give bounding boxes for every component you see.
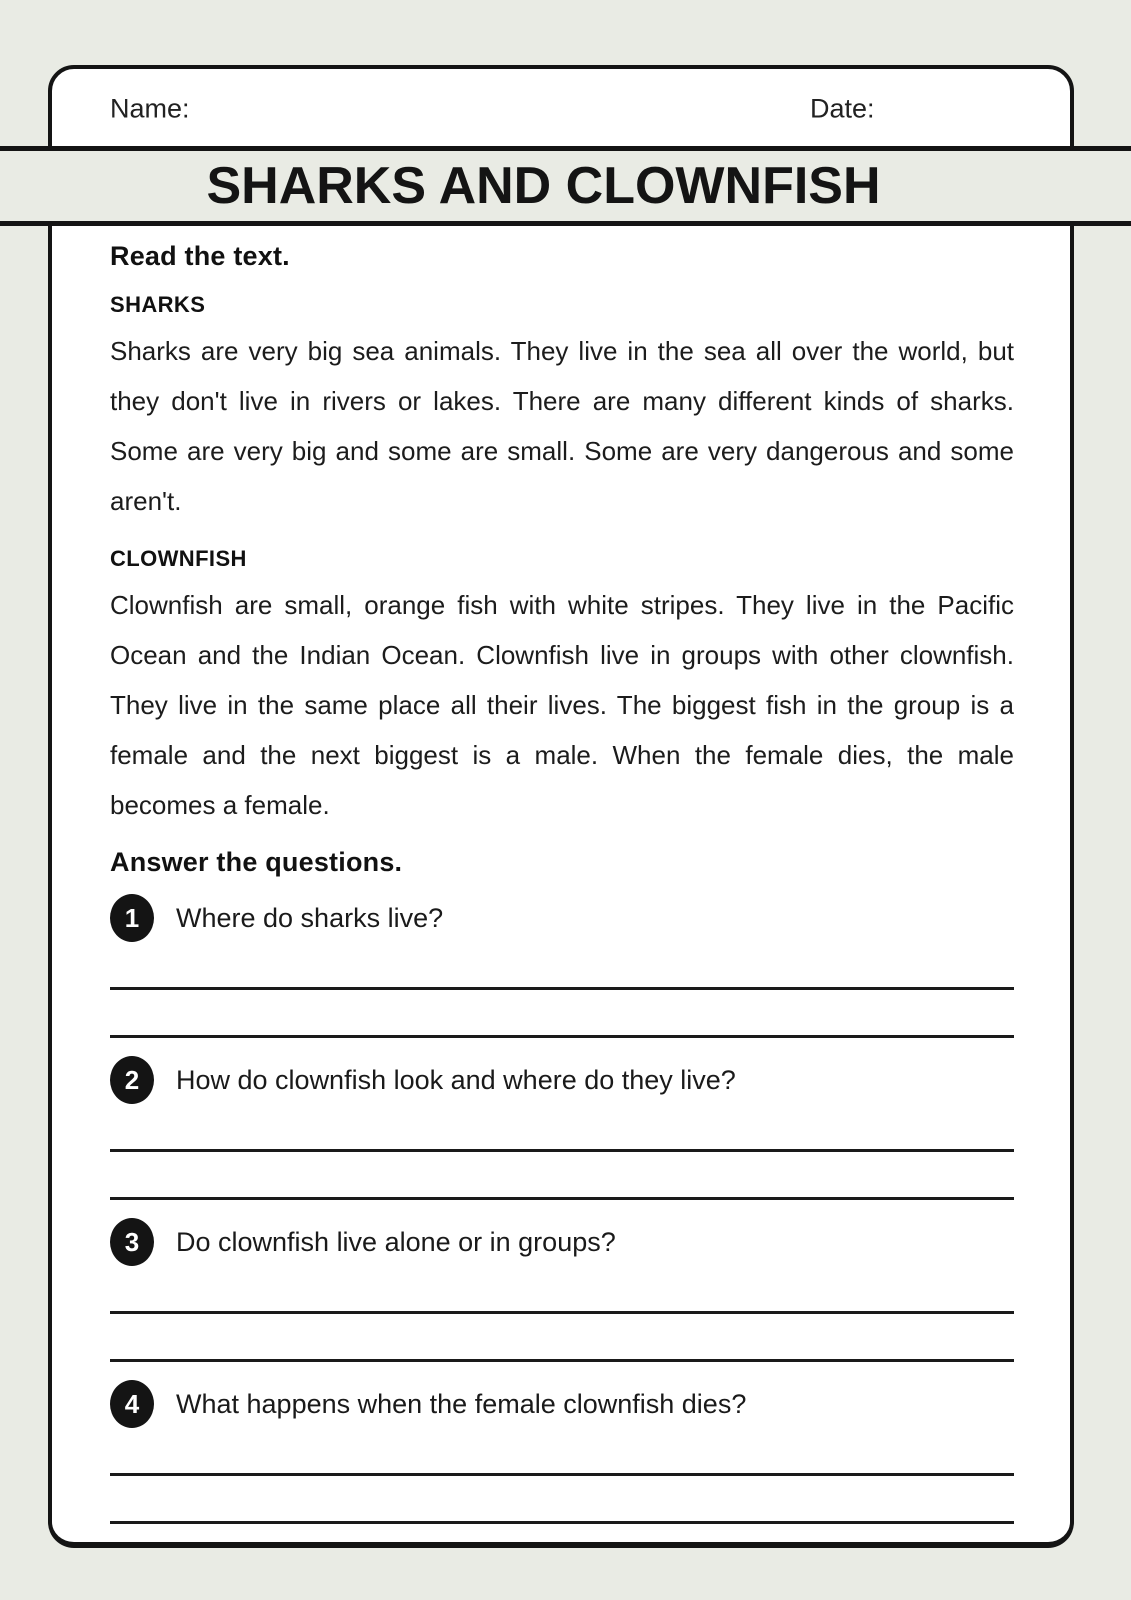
answer-line: [110, 1152, 1014, 1200]
question-text: How do clownfish look and where do they live?: [176, 1064, 736, 1095]
read-instruction: Read the text.: [110, 241, 290, 271]
answer-line: [110, 1314, 1014, 1362]
question-number-badge: 4: [110, 1380, 154, 1428]
question-number-badge: 2: [110, 1056, 154, 1104]
question-text: What happens when the female clownfish dies?: [176, 1388, 747, 1419]
answer-line: [110, 1476, 1014, 1524]
answer-line: [110, 1266, 1014, 1314]
question-number-badge: 3: [110, 1218, 154, 1266]
question-1: [110, 894, 1014, 1038]
question-text: Do clownfish live alone or in groups?: [176, 1226, 616, 1257]
section-heading-sharks: SHARKS: [110, 292, 206, 317]
question-text: Where do sharks live?: [176, 902, 444, 933]
name-label: Name:: [110, 93, 190, 124]
section-heading-clownfish: CLOWNFISH: [110, 546, 247, 571]
question-2: [110, 1056, 1014, 1200]
title-band: [0, 146, 1131, 226]
question-4: [110, 1380, 1014, 1524]
question-number-badge: 1: [110, 894, 154, 942]
clownfish-paragraph: Clownfish are small, orange fish with white stripes. They live in the Pacific Ocean and the Indian Ocean. Clownfish live in groups with other clownfish. They live in the same place all their lives. The biggest fish in the group is a female and the next biggest is a male. When the female dies, the male becomes a female.: [110, 590, 1014, 820]
answer-line: [110, 942, 1014, 990]
content-box: [48, 226, 1074, 1548]
sharks-paragraph: Sharks are very big sea animals. They live in the sea all over the world, but they don't live in rivers or lakes. There are many different kinds of sharks. Some are very big and some are small. Some are very dangerous and some aren't.: [110, 336, 1014, 516]
question-2-row: [110, 1056, 1014, 1104]
question-4-row: [110, 1380, 1014, 1428]
answer-instruction: Answer the questions.: [110, 847, 403, 877]
question-1-row: [110, 894, 1014, 942]
name-date-box: [48, 65, 1074, 153]
question-3-row: [110, 1218, 1014, 1266]
page-title: SHARKS AND CLOWNFISH: [206, 157, 881, 215]
question-3: [110, 1218, 1014, 1362]
answer-line: [110, 1428, 1014, 1476]
answer-line: [110, 1104, 1014, 1152]
answer-line: [110, 990, 1014, 1038]
date-label: Date:: [810, 93, 875, 124]
